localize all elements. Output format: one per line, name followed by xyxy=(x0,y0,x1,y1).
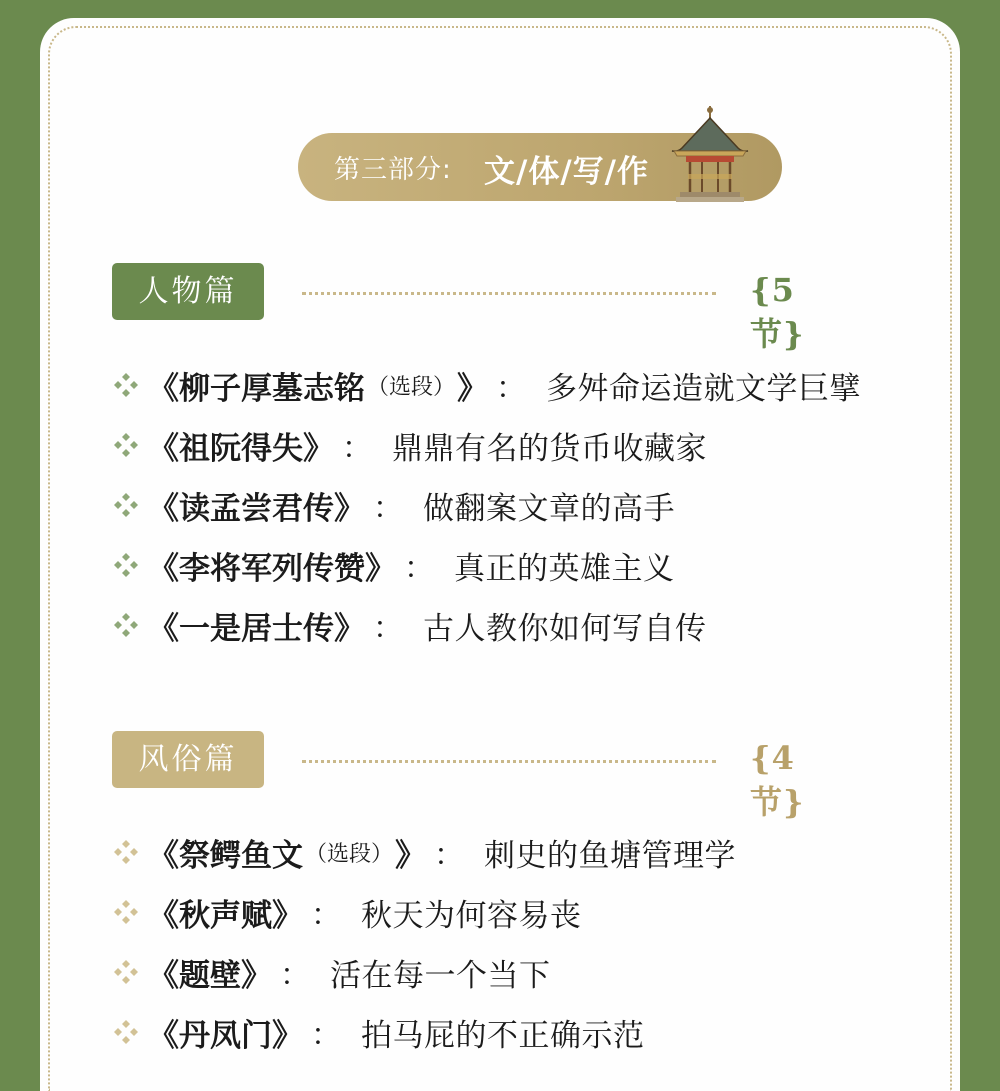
list-item xyxy=(112,822,736,882)
item-desc: 鼎鼎有名的货币收藏家 xyxy=(392,430,707,467)
four-diamond-icon xyxy=(112,491,140,519)
list-item xyxy=(112,595,861,655)
part-title: 文/体/写/作 xyxy=(484,154,649,190)
item-title: 《丹凤门》 xyxy=(148,1017,303,1054)
four-diamond-icon xyxy=(112,551,140,579)
item-colon: ： xyxy=(434,838,465,873)
item-colon: ： xyxy=(311,1018,341,1053)
item-annotation: （选段） xyxy=(367,374,456,400)
list-item xyxy=(112,882,736,942)
list-item xyxy=(112,535,861,595)
four-diamond-icon xyxy=(112,611,140,639)
section-tag: 风俗篇 xyxy=(112,731,264,788)
item-title-close: 》 xyxy=(457,370,489,407)
item-colon: ： xyxy=(311,898,341,933)
four-diamond-icon xyxy=(112,371,140,399)
list-item xyxy=(112,355,861,415)
item-colon: ： xyxy=(404,551,434,586)
item-colon: ： xyxy=(342,431,372,466)
item-title-close: 》 xyxy=(395,837,427,874)
section-header-characters xyxy=(112,263,842,353)
list-item xyxy=(112,1002,736,1062)
item-desc: 古人教你如何写自传 xyxy=(423,610,707,647)
four-diamond-icon xyxy=(112,431,140,459)
item-title: 《李将军列传赞》 xyxy=(148,550,396,587)
item-desc: 真正的英雄主义 xyxy=(454,550,675,587)
section-count: {5节} xyxy=(750,271,805,353)
chapter-list-characters xyxy=(112,355,861,655)
item-colon: ： xyxy=(496,371,527,406)
list-item xyxy=(112,415,861,475)
section-tag: 人物篇 xyxy=(112,263,264,320)
dotted-divider xyxy=(302,292,716,295)
list-item xyxy=(112,475,861,535)
four-diamond-icon xyxy=(112,958,140,986)
item-desc: 多舛命运造就文学巨擘 xyxy=(546,370,862,407)
item-title: 《秋声赋》 xyxy=(148,897,303,934)
part-prefix: 第三部分: xyxy=(334,155,452,185)
item-desc: 秋天为何容易丧 xyxy=(361,897,582,934)
item-desc: 刺史的鱼塘管理学 xyxy=(484,837,737,874)
four-diamond-icon xyxy=(112,838,140,866)
section-count: {4节} xyxy=(750,739,805,821)
item-colon: ： xyxy=(280,958,310,993)
item-colon: ： xyxy=(373,611,403,646)
item-annotation: （选段） xyxy=(305,841,394,867)
item-desc: 拍马屁的不正确示范 xyxy=(361,1017,645,1054)
section-header-customs xyxy=(112,731,842,821)
four-diamond-icon xyxy=(112,1018,140,1046)
list-item xyxy=(112,942,736,1002)
item-title: 《一是居士传》 xyxy=(148,610,365,647)
four-diamond-icon xyxy=(112,898,140,926)
item-desc: 活在每一个当下 xyxy=(330,957,551,994)
pagoda-icon xyxy=(670,104,750,204)
item-desc: 做翻案文章的高手 xyxy=(423,490,675,527)
item-title: 《祖阮得失》 xyxy=(148,430,334,467)
item-title: 《题壁》 xyxy=(148,957,272,994)
item-title: 《读孟尝君传》 xyxy=(148,490,365,527)
item-title: 《柳子厚墓志铭 xyxy=(148,370,365,407)
dotted-divider xyxy=(302,760,716,763)
chapter-list-customs xyxy=(112,822,736,1062)
item-title: 《祭鳄鱼文 xyxy=(148,837,303,874)
item-colon: ： xyxy=(373,491,403,526)
